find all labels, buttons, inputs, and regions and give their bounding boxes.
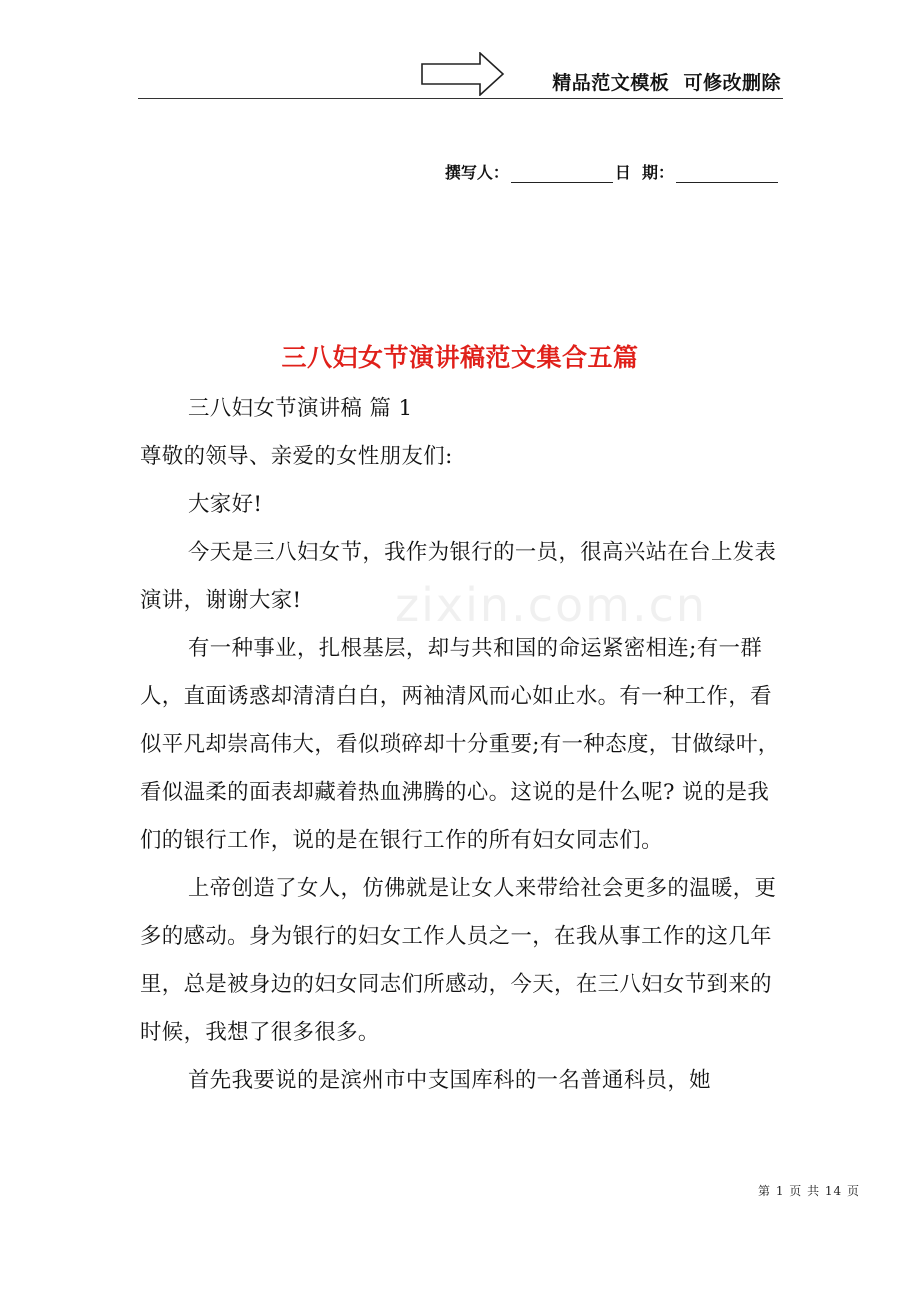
author-date-line: [445, 160, 780, 183]
document-title: 三八妇女节演讲稿范文集合五篇: [281, 343, 639, 372]
author-label: 撰写人：: [444, 163, 509, 182]
paragraph: 有一种事业，扎根基层，却与共和国的命运紧密相连;有一群人，直面诱惑却清清白白，两袖清风而心如止水。有一种工作，看似平凡却崇高伟大，看似琐碎却十分重要;有一种态度，甘做绿叶，看似温柔的面表却藏着热血沸腾的心。这说的是什么呢? 说的是我们的银行工作，说的是在银行工作的所有妇女同志们。: [140, 636, 780, 853]
paragraph: 上帝创造了女人，仿佛就是让女人来带给社会更多的温暖，更多的感动。身为银行的妇女工作人员之一，在我从事工作的这几年里，总是被身边的妇女同志们所感动，今天，在三八妇女节到来的时候，我想了很多很多。: [140, 876, 777, 1045]
arrow-right-icon: [421, 52, 505, 96]
author-blank-field: [511, 164, 613, 183]
section-heading: 三八妇女节演讲稿 篇 1: [188, 396, 413, 421]
paragraph: 首先我要说的是滨州市中支国库科的一名普通科员，她: [188, 1068, 711, 1093]
document-body: [140, 385, 782, 1105]
page-number-footer: 第 1 页 共 14 页: [758, 1184, 860, 1198]
date-blank-field: [676, 164, 778, 183]
greeting-line: 尊敬的领导、亲爱的女性朋友们:: [140, 444, 453, 469]
paragraph: 大家好!: [188, 492, 263, 517]
header-banner-text: 精品范文模板 可修改删除: [552, 72, 781, 94]
paragraph: 今天是三八妇女节，我作为银行的一员，很高兴站在台上发表演讲，谢谢大家!: [140, 540, 777, 613]
date-label: 日 期：: [614, 163, 674, 182]
page-header: [138, 50, 783, 99]
watermark: zixin.com.cn: [395, 578, 708, 632]
